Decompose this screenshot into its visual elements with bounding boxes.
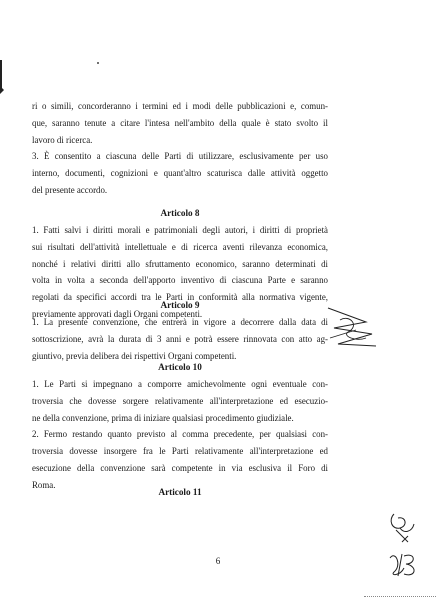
speck-mark: [97, 62, 99, 64]
article-8-heading: Articolo 8: [160, 208, 200, 218]
text-line: ne della convenzione, prima di iniziare qualsiasi procedimento giudiziale.: [32, 412, 294, 423]
text-line: 2. Fermo restando quanto previsto al comma precedente, per qualsiasi con-: [32, 429, 328, 440]
text-line: troversia che dovesse sorgere relativamente all'interpretazione ed esecuzio-: [32, 395, 328, 406]
article-9-body: [32, 314, 328, 364]
signature-initials: [326, 300, 378, 350]
text-line: ri o simili, concorderanno i termini ed i modi delle pubblicazioni e, comun-: [32, 101, 328, 111]
text-line: regolati da specifici accordi tra le Parti in conformità alla normativa vigente,: [32, 292, 328, 303]
signature-initials: [386, 510, 418, 544]
scan-edge-mark: [364, 596, 436, 597]
text-line: troversia dovesse insorgere fra le Parti relativamente all'interpretazione ed: [32, 446, 328, 457]
text-line: 1. Fatti salvi i diritti morali e patrimoniali degli autori, i diritti di proprietà: [32, 225, 328, 235]
article-10-body: [32, 376, 328, 494]
text-line: previamente approvati dagli Organi competenti.: [32, 308, 203, 319]
text-line: sottoscrizione, avrà la durata di 3 anni e potrà essere rinnovata con atto ag-: [32, 333, 328, 344]
text-line: que, saranno tenute a citare l'intesa nell'ambito della quale è stato svolto il: [32, 117, 328, 128]
text-line: interno, documenti, cognizioni e quant'altro scaturisca dalle attività oggetto: [32, 168, 328, 179]
binding-mark-tip: [0, 86, 4, 94]
text-line: 3. È consentito a ciascuna delle Parti di utilizzare, esclusivamente per uso: [32, 151, 328, 162]
binding-mark: [0, 60, 2, 88]
article-9-heading: Articolo 9: [160, 300, 200, 310]
text-line: del presente accordo.: [32, 184, 108, 195]
page-number: 6: [215, 556, 221, 566]
text-line: esecuzione della convenzione sarà competente in via esclusiva il Foro di: [32, 462, 328, 473]
text-line: volta in volta a seconda dell'apporto inventivo di ciascuna Parte e saranno: [32, 275, 328, 286]
text-line: Roma.: [32, 479, 56, 490]
intro-paragraph: [32, 98, 328, 199]
text-line: 1. Le Parti si impegnano a comporre amichevolmente ogni eventuale con-: [32, 379, 328, 389]
text-line: sui risultati dell'attività intellettuale e di ricerca aventi rilevanza economica,: [32, 241, 328, 252]
text-line: lavoro di ricerca.: [32, 134, 93, 145]
text-line: 1. La presente convenzione, che entrerà in vigore a decorrere dalla data di: [32, 317, 328, 327]
text-line: giuntivo, previa delibera dei rispettivi Organi competenti.: [32, 350, 237, 361]
text-line: nonché i relativi diritti allo sfruttamento economico, saranno determinati di: [32, 258, 328, 269]
article-10-heading: Articolo 10: [158, 362, 202, 372]
article-11-heading: Articolo 11: [158, 487, 202, 497]
